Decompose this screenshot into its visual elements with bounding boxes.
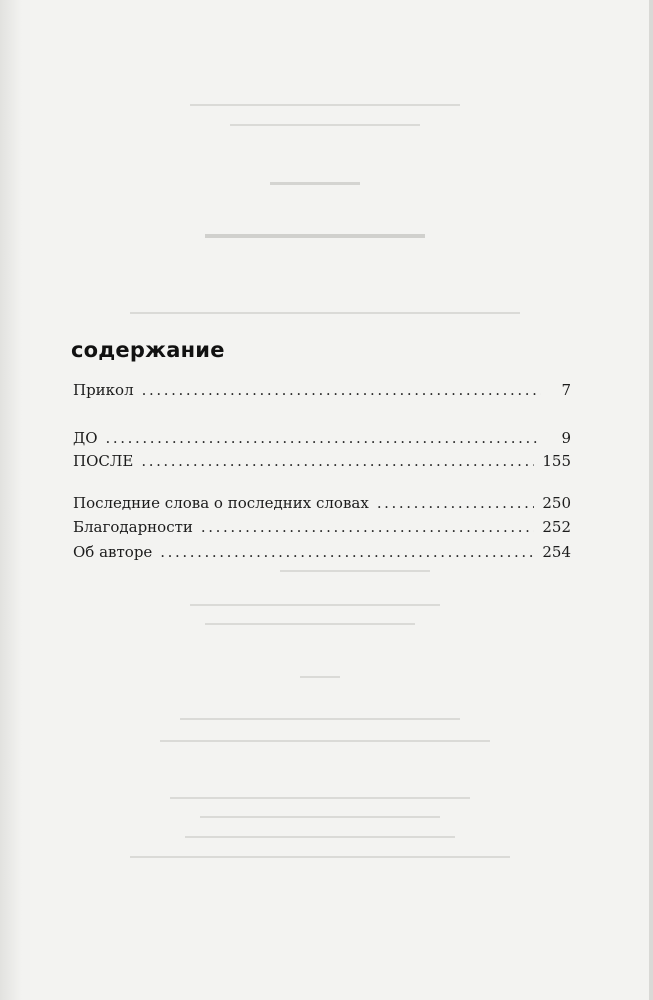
toc-heading: содержание <box>71 338 225 362</box>
toc-entry[interactable] <box>73 451 571 471</box>
toc-entry-title: Прикол <box>73 381 134 399</box>
toc-entry[interactable] <box>73 517 571 537</box>
toc-dot-leader <box>377 493 535 513</box>
toc-entry-page: 9 <box>561 429 571 447</box>
toc-dot-leader <box>160 542 534 562</box>
toc-entry-title: ПОСЛЕ <box>73 452 134 470</box>
toc-entry[interactable] <box>73 428 571 448</box>
toc-dot-leader <box>142 380 541 400</box>
toc-entry-page: 254 <box>542 543 571 561</box>
toc-entry-title: Об авторе <box>73 543 153 561</box>
toc-entry[interactable] <box>73 542 571 562</box>
toc-entry-page: 252 <box>542 518 571 536</box>
toc-entry[interactable] <box>73 380 571 400</box>
toc-entry[interactable] <box>73 493 571 513</box>
page-edge-left <box>0 0 22 1000</box>
toc-dot-leader <box>201 517 534 537</box>
toc-dot-leader <box>141 451 534 471</box>
toc-entry-page: 7 <box>561 381 571 399</box>
toc-entry-page: 155 <box>542 452 571 470</box>
toc-entry-title: ДО <box>73 429 98 447</box>
toc-entry-title: Благодарности <box>73 518 193 536</box>
toc-entry-page: 250 <box>542 494 571 512</box>
page-edge-right <box>649 0 653 1000</box>
toc-dot-leader <box>106 428 542 448</box>
toc-entry-title: Последние слова о последних словах <box>73 494 369 512</box>
